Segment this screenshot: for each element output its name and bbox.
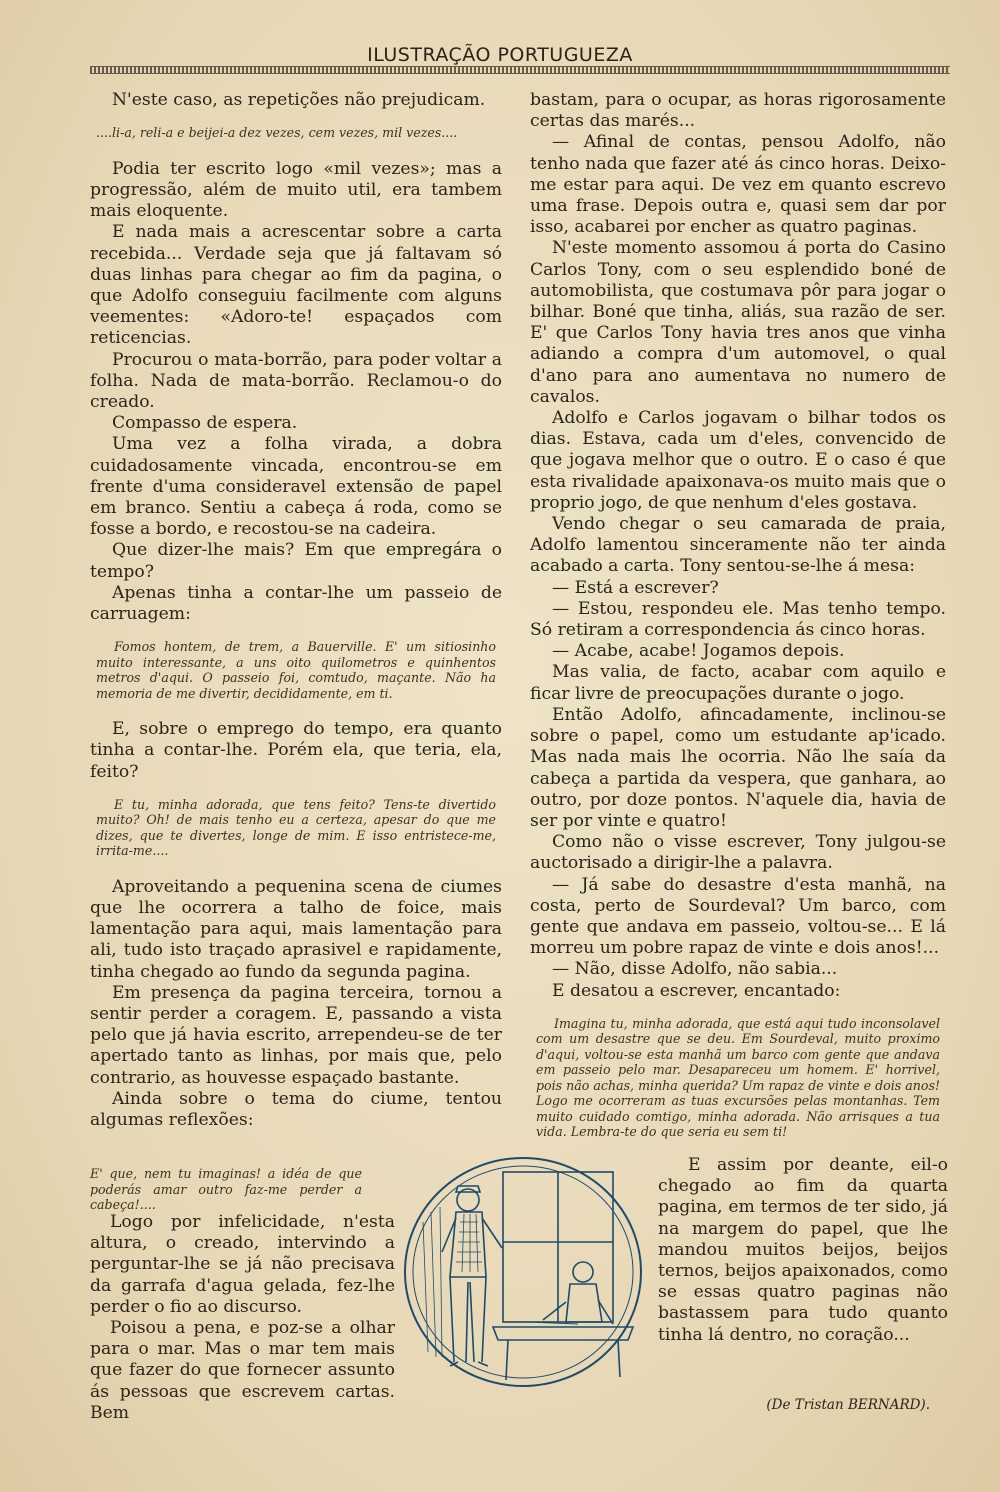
paragraph: E assim por deante, eil-o chegado ao fim da quarta pagina, em termos de ter sido, já na margem do papel, que lhe mandou muitos beijos, beijos ternos, beijos apaixonados, como se essas quatro paginas não bastassem para tudo quanto tinha lá dentro, no coração... xyxy=(658,1155,948,1345)
paragraph: bastam, para o ocupar, as horas rigorosamente certas das marés... xyxy=(530,90,946,132)
left-column xyxy=(90,90,502,1131)
paragraph: Adolfo e Carlos jogavam o bilhar todos os dias. Estava, cada um d'eles, convencido de que jogava melhor que o outro. E o caso é que esta rivalidade apaixonava-os muito mais que o proprio jogo, de que nenhum d'eles gostava. xyxy=(530,408,946,513)
right-bottom-text xyxy=(658,1155,948,1346)
letter-quote: Imagina tu, minha adorada, que está aqui tudo inconsolavel com um desastre que se deu. Em Sourdeval, muito proximo d'aqui, voltou-se esta manhã um barco com gente que andava em passeio pelo mar. Desapareceu um homem. E' horrivel, pois não achas, minha querida? Um rapaz de vinte e dois anos! Logo me ocorreram as tuas excursões pelas montanhas. Tem muito cuidado comtigo, minha adorada. Não arrisques a tua vida. Lembra-te do que seria eu sem ti! xyxy=(536,1015,940,1140)
header-rule xyxy=(90,66,950,74)
paragraph: Que dizer-lhe mais? Em que empregára o tempo? xyxy=(90,540,502,582)
letter-quote: ....li-a, reli-a e beijei-a dez vezes, cem vezes, mil vezes.... xyxy=(96,125,458,141)
paragraph: E nada mais a acrescentar sobre a carta recebida... Verdade seja que já faltavam só duas linhas para chegar ao fim da pagina, o que Adolfo conseguiu facilmente com alguns veementes: «Adoro-te! espaçados com reticencias. xyxy=(90,222,502,349)
paragraph: Em presença da pagina terceira, tornou a sentir perder a coragem. E, passando a vista pelo que já havia escrito, arrependeu-se de ter apertado tanto as linhas, por mais que, pelo contrario, as houvesse espaçado bastante. xyxy=(90,982,502,1088)
paragraph: Compasso de espera. xyxy=(112,413,298,434)
paragraph: Vendo chegar o seu camarada de praia, Adolfo lamentou sinceramente não ter ainda acabado a carta. Tony sentou-se-lhe á mesa: xyxy=(530,514,946,577)
letter-quote: E tu, minha adorada, que tens feito? Tens-te divertido muito? Oh! de mais tenho eu a certeza, apesar do que me dizes, que te divertes, longe de mim. E isso entristece-me, irrita-me.... xyxy=(96,796,496,859)
author-credit: (De Tristan BERNARD). xyxy=(766,1397,930,1413)
paragraph: Mas valia, de facto, acabar com aquilo e ficar livre de preocupações durante o jogo. xyxy=(530,662,946,704)
paragraph: Logo por infelicidade, n'esta altura, o creado, intervindo a perguntar-lhe se já não precisava da garrafa d'agua gelada, fez-lhe perder o fio ao discurso. xyxy=(90,1212,395,1317)
illustration-drawing xyxy=(398,1152,648,1392)
paragraph: Podia ter escrito logo «mil vezes»; mas a progressão, além de muito util, era tambem mais eloquente. xyxy=(90,158,502,222)
paragraph: Apenas tinha a contar-lhe um passeio de carruagem: xyxy=(90,582,502,624)
paragraph: Uma vez a folha virada, a dobra cuidadosamente vincada, encontrou-se em frente d'uma consideravel extensão de papel em branco. Sentiu a cabeça á roda, como se fosse a bordo, e recostou-se na cadeira. xyxy=(90,434,502,540)
paragraph: N'este momento assomou á porta do Casino Carlos Tony, com o seu esplendido boné de automobilista, que costumava pôr para jogar o bilhar. Boné que tinha, aliás, sua razão de ser. E' que Carlos Tony havia tres anos que vinha adiando a compra d'um automovel, o qual d'ano para ano aumentava no numero de cavalos. xyxy=(530,238,946,407)
right-column xyxy=(530,90,946,1158)
letter-quote: E' que, nem tu imaginas! a idéa de que poderás amar outro faz-me perder a cabeça!.... xyxy=(90,1166,362,1212)
dialogue-line: — Já sabe do desastre d'esta manhã, na costa, perto de Sourdeval? Um barco, com gente que andava em passeio, voltou-se... E lá morreu um pobre rapaz de vinte e dois anos!... xyxy=(530,874,946,959)
masthead-title: ILUSTRAÇÃO PORTUGUEZA xyxy=(367,44,633,66)
line-illustration xyxy=(398,1152,648,1392)
dialogue-line: — Está a escrever? xyxy=(552,577,719,598)
paragraph: E desatou a escrever, encantado: xyxy=(552,980,841,1001)
paragraph: E, sobre o emprego do tempo, era quanto tinha a contar-lhe. Porém ela, que teria, ela, feito? xyxy=(90,719,502,782)
paragraph: Aproveitando a pequenina scena de ciumes que lhe ocorrera a talho de foice, mais lamentação para aqui, mais lamentação para ali, tudo isto traçado aprasivel e rapidamente, tinha chegado ao fundo da segunda pagina. xyxy=(90,876,502,982)
dialogue-line: — Estou, respondeu ele. Mas tenho tempo. Só retiram a correspondencia ás cinco horas. xyxy=(530,598,946,641)
paragraph: Ainda sobre o tema do ciume, tentou algumas reflexões: xyxy=(90,1088,502,1131)
letter-quote: Fomos hontem, de trem, a Bauerville. E' um sitiosinho muito interessante, a uns oito quilometros e quinhentos metros d'aqui. O passeio foi, comtudo, maçante. Não ha memoria de me divertir, decididamente, em ti. xyxy=(96,639,496,701)
dialogue-line: — Acabe, acabe! Jogamos depois. xyxy=(552,641,845,662)
paragraph: Como não o visse escrever, Tony julgou-se auctorisado a dirigir-lhe a palavra. xyxy=(530,832,946,874)
paragraph: Poisou a pena, e poz-se a olhar para o mar. Mas o mar tem mais que fazer do que fornecer assunto ás pessoas que escrevem cartas. Bem xyxy=(90,1318,395,1423)
paragraph: N'este caso, as repetições não prejudicam. xyxy=(112,90,486,110)
paragraph: — Afinal de contas, pensou Adolfo, não tenho nada que fazer até ás cinco horas. Deixo-me estar para aqui. De vez em quanto escrevo uma frase. Depois outra e, quasi sem dar por isso, acabarei por encher as quatro paginas. xyxy=(530,132,946,238)
paragraph: Procurou o mata-borrão, para poder voltar a folha. Nada de mata-borrão. Reclamou-o do creado. xyxy=(90,349,502,412)
left-bottom-text xyxy=(90,1212,395,1424)
dialogue-line: — Não, disse Adolfo, não sabia... xyxy=(552,959,838,980)
paragraph: Então Adolfo, afincadamente, inclinou-se sobre o papel, como um estudante ap'icado. Mas nada mais lhe ocorria. Não lhe saía da cabeça a partida da vespera, que ganhara, ao outro, por doze pontos. N'aquele dia, havia de ser por vinte e quatro! xyxy=(530,704,946,831)
